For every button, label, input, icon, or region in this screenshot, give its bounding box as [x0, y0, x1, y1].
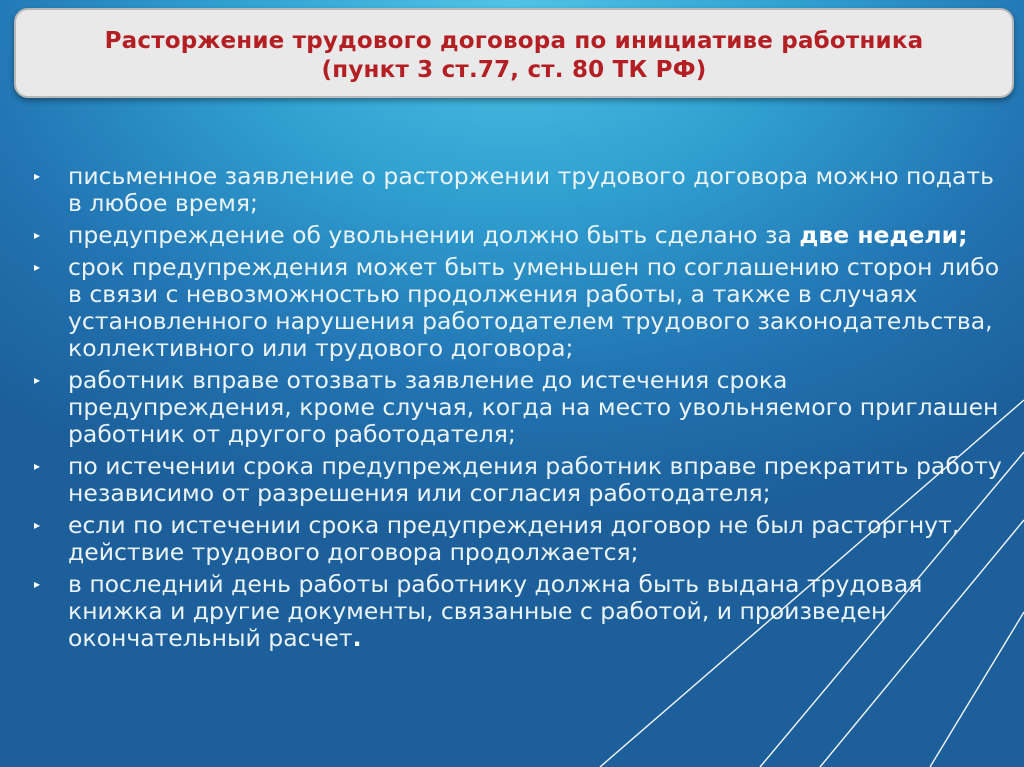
- bullet-text: по истечении срока предупреждения работник вправе прекратить работу независимо от разрешения или согласия работодателя;: [68, 452, 1002, 507]
- bullet-text: в последний день работы работнику должна быть выдана трудовая книжка и другие документы, связанные с работой, и произведен окончательный расчет: [68, 570, 923, 652]
- decorative-line: [600, 400, 1024, 767]
- bullet-text: предупреждение об увольнении должно быть сделано за: [68, 221, 800, 249]
- bullet-arrow-icon: ▸: [34, 459, 41, 473]
- decorative-line: [820, 520, 1024, 767]
- decorative-line: [930, 612, 1024, 767]
- bullet-arrow-icon: ▸: [34, 260, 41, 274]
- slide-subtitle: (пункт 3 ст.77, ст. 80 ТК РФ): [321, 57, 707, 83]
- bullet-arrow-icon: ▸: [34, 228, 41, 242]
- bullet-text: письменное заявление о расторжении трудового договора можно подать в любое время;: [68, 162, 994, 217]
- bullet-emphasis: .: [352, 624, 362, 652]
- bullet-arrow-icon: ▸: [34, 373, 41, 387]
- bullet-arrow-icon: ▸: [34, 518, 41, 532]
- bullet-text: если по истечении срока предупреждения договор не был расторгнут, действие трудового договора продолжается;: [68, 511, 960, 566]
- bullet-arrow-icon: ▸: [34, 577, 41, 591]
- decorative-line: [760, 452, 1024, 767]
- bullet-emphasis: две недели;: [799, 221, 968, 249]
- bullet-arrow-icon: ▸: [34, 169, 41, 183]
- bullet-text: срок предупреждения может быть уменьшен по соглашению сторон либо в связи с невозможностью продолжения работы, а также в случаях установленного нарушения работодателем трудового законодательства, коллективного или трудового договора;: [68, 253, 1000, 362]
- slide-title: Расторжение трудового договора по инициативе работника: [104, 28, 924, 54]
- bullet-text: работник вправе отозвать заявление до истечения срока предупреждения, кроме случая, когда на место увольняемого приглашен работник от другого работодателя;: [68, 366, 999, 448]
